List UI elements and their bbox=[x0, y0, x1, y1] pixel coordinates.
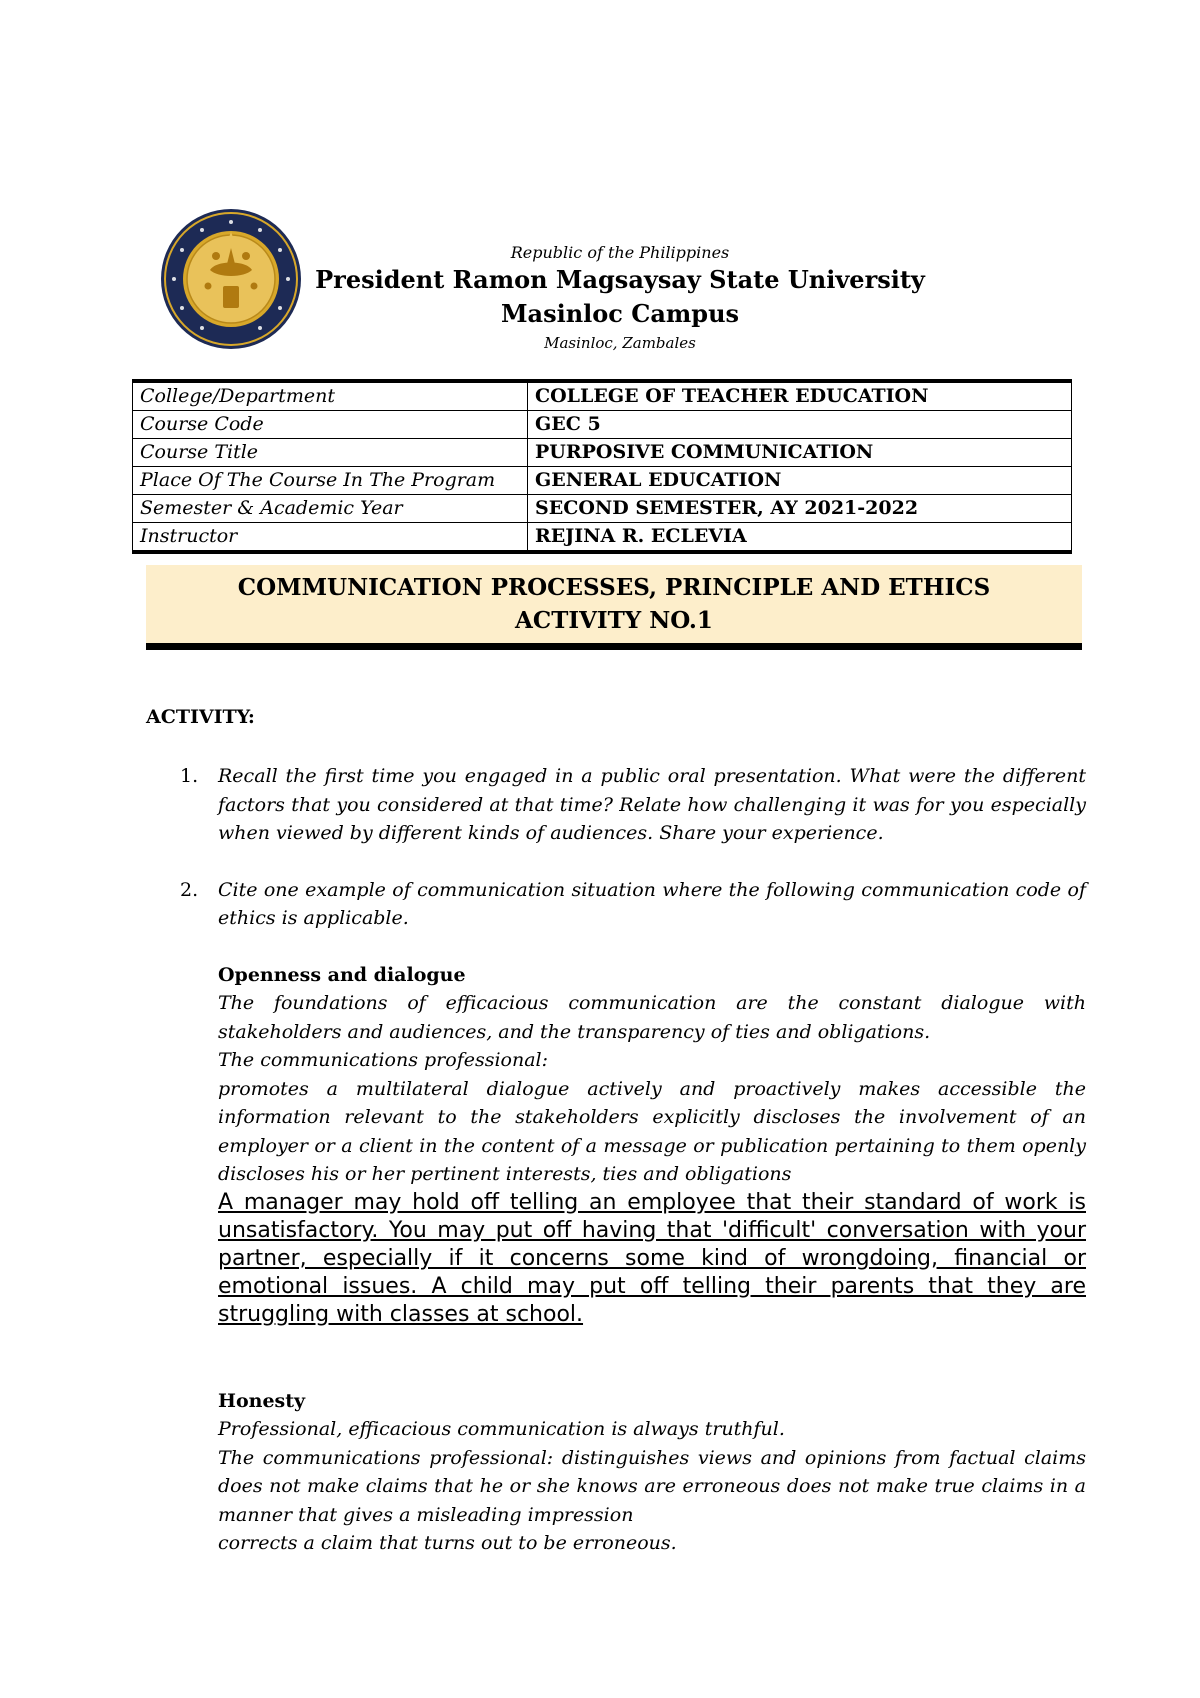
course-title-label: Course Title bbox=[133, 439, 528, 467]
honesty-heading: Honesty bbox=[218, 1389, 306, 1412]
table-row bbox=[133, 523, 1072, 553]
student-answer: A manager may hold off telling an employee that their standard of work is unsatisfactory. You may put off having that 'difficult' conversation with your partner, especially if it concerns some kind of wrongdoing, financial or emotional issues. A child may put off telling their parents that they are struggling with classes at school. bbox=[218, 1189, 1086, 1327]
item-number: 1. bbox=[180, 765, 199, 787]
semester-year-value: SECOND SEMESTER, AY 2021-2022 bbox=[528, 495, 1072, 523]
openness-paragraph: The communications professional: bbox=[218, 1049, 549, 1071]
university-name: President Ramon Magsaysay State University bbox=[315, 265, 925, 294]
item-number: 2. bbox=[180, 878, 199, 901]
course-info-table bbox=[132, 379, 1072, 554]
program-place-label: Place Of The Course In The Program bbox=[133, 467, 528, 495]
openness-paragraph: The foundations of efficacious communication are the constant dialogue with stakeholders and audiences, and the transparency of ties and obligations. bbox=[218, 992, 1086, 1043]
table-row bbox=[133, 467, 1072, 495]
activity-content bbox=[146, 762, 1086, 1558]
openness-section bbox=[146, 961, 1086, 1558]
campus-name: Masinloc Campus bbox=[500, 299, 740, 328]
republic-label: Republic of the Philippines bbox=[510, 243, 730, 262]
course-title-value: PURPOSIVE COMMUNICATION bbox=[528, 439, 1072, 467]
university-seal-logo bbox=[160, 208, 302, 350]
course-code-value: GEC 5 bbox=[528, 411, 1072, 439]
college-department-label: College/Department bbox=[133, 381, 528, 411]
table-row bbox=[133, 381, 1072, 411]
honesty-paragraph: The communications professional: distinguishes views and opinions from factual claims does not make claims that he or she knows are erroneous does not make true claims in a manner that gives a misleading impression bbox=[218, 1446, 1086, 1526]
campus-location: Masinloc, Zambales bbox=[544, 334, 696, 352]
activity-title-band bbox=[146, 565, 1082, 650]
activity-number-title: ACTIVITY NO.1 bbox=[515, 607, 713, 634]
honesty-paragraph: Professional, efficacious communication is always truthful. bbox=[218, 1418, 785, 1440]
course-code-label: Course Code bbox=[133, 411, 528, 439]
item-text: Recall the first time you engaged in a public oral presentation. What were the different factors that you considered at that time? Relate how challenging it was for you especially when viewed by different kinds of audiences. Share your experience. bbox=[218, 765, 1086, 844]
program-place-value: GENERAL EDUCATION bbox=[528, 467, 1072, 495]
openness-heading: Openness and dialogue bbox=[218, 963, 466, 986]
instructor-label: Instructor bbox=[133, 523, 528, 553]
item-text: Cite one example of communication situation where the following communication code of ethics is applicable. bbox=[218, 878, 1086, 929]
topic-title: COMMUNICATION PROCESSES, PRINCIPLE AND ETHICS bbox=[237, 574, 991, 601]
table-row bbox=[133, 411, 1072, 439]
semester-year-label: Semester & Academic Year bbox=[133, 495, 528, 523]
instructor-value: REJINA R. ECLEVIA bbox=[528, 523, 1072, 553]
table-row bbox=[133, 495, 1072, 523]
list-item bbox=[146, 876, 1086, 933]
table-row bbox=[133, 439, 1072, 467]
college-department-value: COLLEGE OF TEACHER EDUCATION bbox=[528, 381, 1072, 411]
list-item bbox=[146, 762, 1086, 848]
openness-paragraph: promotes a multilateral dialogue actively and proactively makes accessible the information relevant to the stakeholders explicitly discloses the involvement of an employer or a client in the content of a message or publication pertaining to them openly discloses his or her pertinent interests, ties and obligations bbox=[218, 1077, 1086, 1185]
activity-heading: ACTIVITY: bbox=[146, 706, 255, 728]
honesty-paragraph: corrects a claim that turns out to be erroneous. bbox=[218, 1532, 677, 1554]
